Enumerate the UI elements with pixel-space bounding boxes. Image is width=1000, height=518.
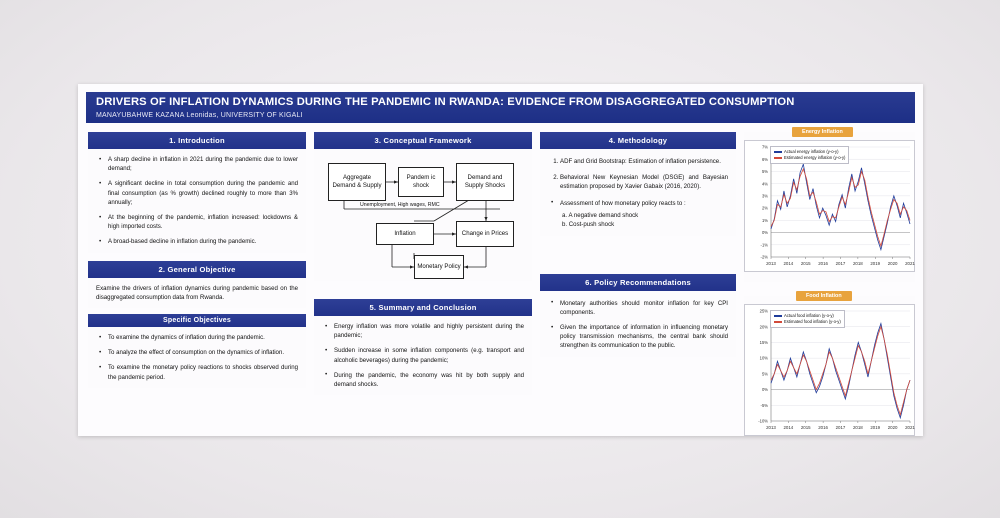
diagram-box-inflation: Inflation (376, 223, 434, 245)
svg-text:4%: 4% (761, 181, 768, 187)
list-item: a. A negative demand shock (562, 211, 639, 219)
chart-title-food: Food Inflation (796, 291, 852, 301)
list-item: • Energy inflation was more volatile and highly persistent during the pandemic; (332, 322, 524, 340)
methodology-list (548, 157, 728, 192)
svg-text:25%: 25% (759, 308, 768, 314)
list-item: • Monetary authorities should monitor inflation for key CPI components. (558, 299, 728, 317)
svg-text:20%: 20% (759, 324, 768, 330)
list-item: • Given the importance of information in influencing monetary policy transmission mechanisms, the central bank should strengthen its communication to the public. (558, 323, 728, 351)
list-item: • To analyze the effect of consumption on the dynamics of inflation. (106, 348, 298, 357)
chart-energy-inflation (744, 129, 915, 282)
section-heading-introduction: 1. Introduction (88, 132, 306, 149)
list-item: • To examine the dynamics of inflation during the pandemic. (106, 333, 298, 342)
svg-text:2018: 2018 (852, 261, 863, 266)
research-poster (78, 84, 923, 436)
svg-text:2019: 2019 (870, 261, 881, 266)
introduction-bullets (96, 155, 298, 247)
section-heading-methodology: 4. Methodology (540, 132, 736, 149)
list-item: • Assessment of how monetary policy reacts to : (558, 199, 728, 208)
list-item: • A sharp decline in inflation in 2021 during the pandemic due to lower demand; (106, 155, 298, 173)
svg-text:2017: 2017 (835, 425, 846, 430)
chart-legend-energy (770, 146, 849, 164)
column-left (88, 132, 306, 388)
section-heading-policy-recommendations: 6. Policy Recommendations (540, 274, 736, 291)
poster-header (86, 92, 915, 123)
diagram-edge-label: Unemployment, High wages, RMC (360, 202, 440, 208)
diagram-box-pandemic-shock: Pandem ic shock (398, 167, 444, 197)
methodology-panel (540, 149, 736, 236)
general-objective-text: Examine the drivers of inflation dynamics during pandemic based on the disaggregated consumption data from Rwanda. (96, 284, 298, 301)
svg-text:2014: 2014 (783, 261, 794, 266)
methodology-assessment-sublist (548, 211, 728, 230)
section-heading-summary: 5. Summary and Conclusion (314, 299, 532, 316)
list-item: • A broad-based decline in inflation during the pandemic. (106, 237, 298, 246)
legend-swatch-estimated-food (774, 321, 782, 323)
policy-bullets (548, 299, 728, 351)
diagram-box-aggregate: Aggregate Demand & Supply (328, 163, 386, 201)
policy-panel (540, 291, 736, 357)
svg-text:2017: 2017 (835, 261, 846, 266)
svg-text:15%: 15% (759, 340, 768, 346)
legend-label-actual-energy: Actual energy inflation (y-o-y) (784, 149, 839, 154)
diagram-box-monetary-policy: Monetary Policy (414, 255, 464, 279)
svg-text:2021: 2021 (905, 261, 915, 266)
diagram-box-demand-supply-shocks: Demand and Supply Shocks (456, 163, 514, 201)
column-right-charts (744, 129, 915, 436)
svg-text:2021: 2021 (905, 425, 915, 430)
introduction-panel (88, 149, 306, 253)
legend-swatch-actual-energy (774, 151, 782, 153)
svg-text:3%: 3% (761, 193, 768, 199)
svg-text:1%: 1% (761, 217, 768, 223)
svg-text:2%: 2% (761, 205, 768, 211)
list-item: b. Cost-push shock (562, 221, 615, 229)
svg-text:-1%: -1% (760, 242, 768, 248)
svg-text:5%: 5% (761, 169, 768, 175)
svg-text:7%: 7% (761, 144, 768, 150)
svg-text:-2%: -2% (760, 254, 768, 260)
list-item: 1. ADF and Grid Bootstrap: Estimation of inflation persistence. (560, 157, 728, 166)
list-item: • At the beginning of the pandemic, inflation increased: lockdowns & high imported costs. (106, 213, 298, 231)
column-middle-right (540, 132, 736, 357)
list-item: 2. Behavioral New Keynesian Model (DSGE) and Bayesian estimation proposed by Xavier Gabaix (2016, 2020). (560, 173, 728, 191)
svg-text:2020: 2020 (887, 261, 898, 266)
svg-text:2016: 2016 (818, 261, 829, 266)
chart-food-inflation (744, 293, 915, 436)
svg-text:0%: 0% (761, 387, 768, 393)
poster-authors: MANAYUBAHWE KAZANA Leonidas, UNIVERSITY OF KIGALI (96, 112, 303, 119)
chart-legend-food (770, 310, 845, 328)
legend-label-estimated-energy: Estimated energy inflation (y-o-y) (784, 155, 846, 160)
list-item: • During the pandemic, the economy was hit by both supply and demand shocks. (332, 371, 524, 389)
specific-objectives-panel (88, 327, 306, 388)
svg-text:2018: 2018 (852, 425, 863, 430)
list-item: • To examine the monetary policy reactions to shocks observed during the pandemic period. (106, 363, 298, 381)
specific-objectives-bullets (96, 333, 298, 382)
legend-label-actual-food: Actual food inflation (y-o-y) (784, 313, 834, 318)
svg-text:2016: 2016 (818, 425, 829, 430)
svg-text:-5%: -5% (760, 402, 768, 408)
summary-bullets (322, 322, 524, 389)
list-item: • A significant decline in total consumption during the pandemic and final consumption (as % growth) declined roughly to more than 3% annually; (106, 179, 298, 207)
svg-text:2013: 2013 (766, 425, 776, 430)
methodology-assessment (548, 199, 728, 208)
poster-title: DRIVERS OF INFLATION DYNAMICS DURING THE PANDEMIC IN RWANDA: EVIDENCE FROM DISAGGREGATED CONSUMPTION (96, 96, 795, 108)
svg-text:2019: 2019 (870, 425, 881, 430)
svg-text:2013: 2013 (766, 261, 776, 266)
diagram-box-change-in-prices: Change in Prices (456, 221, 514, 247)
section-heading-general-objective: 2. General Objective (88, 261, 306, 278)
svg-text:2020: 2020 (887, 425, 898, 430)
svg-text:2015: 2015 (800, 261, 811, 266)
conceptual-framework-diagram (314, 149, 532, 281)
section-heading-specific-objectives: Specific Objectives (88, 314, 306, 327)
summary-panel (314, 316, 532, 395)
svg-text:-10%: -10% (758, 418, 768, 424)
general-objective-panel (88, 278, 306, 308)
svg-text:10%: 10% (759, 355, 768, 361)
legend-label-estimated-food: Estimated food inflation (y-o-y) (784, 319, 841, 324)
svg-text:2014: 2014 (783, 425, 794, 430)
section-heading-conceptual-framework: 3. Conceptual Framework (314, 132, 532, 149)
legend-swatch-actual-food (774, 315, 782, 317)
svg-text:5%: 5% (761, 371, 768, 377)
svg-text:0%: 0% (761, 230, 768, 236)
svg-text:2015: 2015 (800, 425, 811, 430)
chart-title-energy: Energy Inflation (792, 127, 853, 137)
legend-swatch-estimated-energy (774, 157, 782, 159)
list-item: • Sudden increase in some inflation components (e.g. transport and alcoholic beverages) during the pandemic; (332, 346, 524, 364)
column-middle-left (314, 132, 532, 395)
svg-text:6%: 6% (761, 156, 768, 162)
